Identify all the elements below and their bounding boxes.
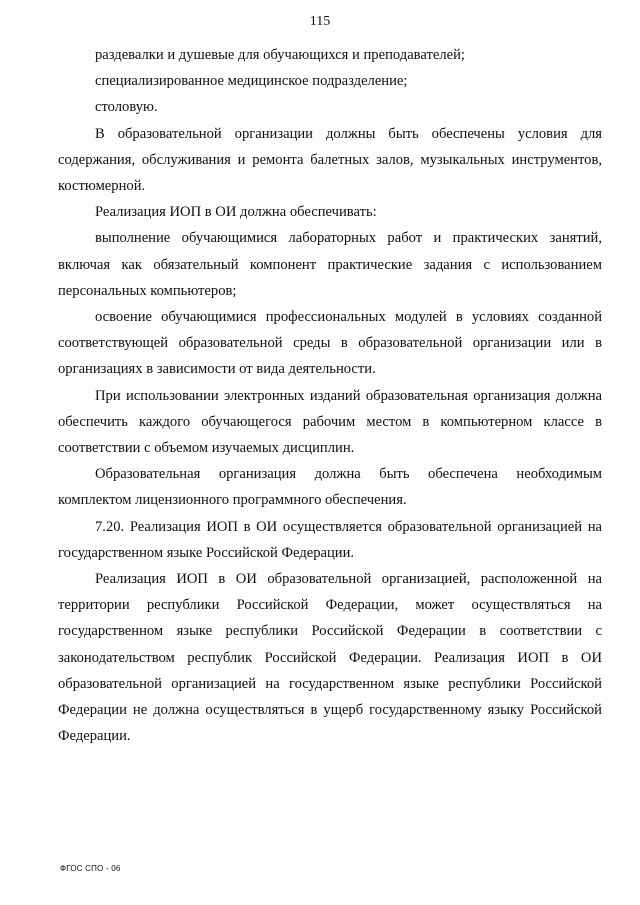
paragraph: раздевалки и душевые для обучающихся и преподавателей; bbox=[95, 47, 465, 63]
paragraph: выполнение обучающимися лабораторных работ и практических занятий, включая как обязательный компонент практические задания с использованием персональных компьютеров; bbox=[58, 230, 602, 299]
paragraph: При использовании электронных изданий образовательная организация должна обеспечить каждого обучающегося рабочим местом в компьютерном классе в соответствии с объемом изучаемых дисциплин. bbox=[58, 387, 602, 457]
footer-standard-code: ФГОС СПО - 06 bbox=[60, 864, 121, 873]
page-number: 115 bbox=[309, 14, 331, 29]
paragraph: специализированное медицинское подразделение; bbox=[95, 73, 408, 90]
paragraph: 7.20. Реализация ИОП в ОИ осуществляется образовательной организацией на государственном языке Российской Федерации. bbox=[58, 518, 602, 561]
document-body bbox=[58, 42, 602, 749]
paragraph: Реализация ИОП в ОИ должна обеспечивать: bbox=[95, 204, 377, 221]
paragraph: Образовательная организация должна быть обеспечена необходимым комплектом лицензионного программного обеспечения. bbox=[58, 466, 602, 509]
paragraph: В образовательной организации должны быть обеспечены условия для содержания, обслуживания и ремонта балетных залов, музыкальных инструментов, костюмерной. bbox=[58, 125, 602, 195]
paragraph: Реализация ИОП в ОИ образовательной организацией, расположенной на территории республики Российской Федерации, может осуществляться на государственном языке республики Российской Федерации в соответствии с законодательством республик Российской Федерации. Реализация ИОП в ОИ образовательной организацией на государственном языке республики Российской Федерации не должна осуществляться в ущерб государственному языку Российской Федерации. bbox=[58, 571, 602, 745]
paragraph: освоение обучающимися профессиональных модулей в условиях созданной соответствующей образовательной среды в образовательной организации или в организациях в зависимости от вида деятельности. bbox=[58, 309, 602, 378]
paragraph: столовую. bbox=[95, 99, 158, 116]
